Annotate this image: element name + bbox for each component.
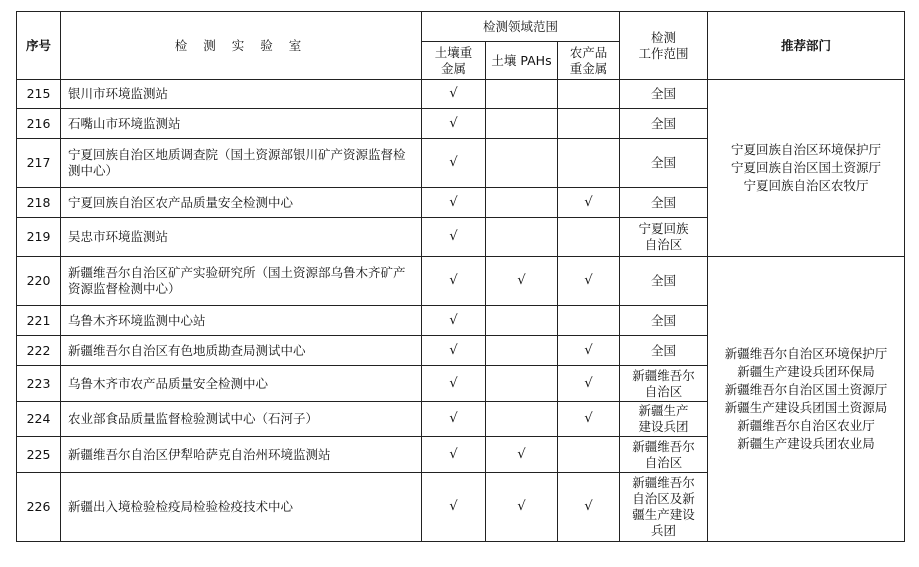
- soil-metal-check: √: [422, 336, 486, 366]
- row-number: 222: [17, 336, 61, 366]
- work-scope: 新疆维吾尔 自治区: [620, 366, 708, 402]
- work-scope: 全国: [620, 80, 708, 109]
- header-dept: 推荐部门: [708, 12, 905, 80]
- soil-metal-check: √: [422, 437, 486, 473]
- soil-metal-check: √: [422, 80, 486, 109]
- row-number: 225: [17, 437, 61, 473]
- soil-pahs-check: [486, 139, 558, 188]
- agri-metal-check: [558, 109, 620, 139]
- agri-metal-check: [558, 80, 620, 109]
- soil-metal-check: √: [422, 402, 486, 437]
- agri-metal-check: [558, 306, 620, 336]
- soil-metal-check: √: [422, 257, 486, 306]
- header-soil-metal: 土壤重 金属: [422, 42, 486, 80]
- lab-name: 石嘴山市环境监测站: [61, 109, 422, 139]
- header-lab: 检 测 实 验 室: [61, 12, 422, 80]
- row-number: 218: [17, 188, 61, 218]
- soil-metal-check: √: [422, 139, 486, 188]
- soil-pahs-check: [486, 80, 558, 109]
- soil-pahs-check: [486, 218, 558, 257]
- agri-metal-check: √: [558, 336, 620, 366]
- soil-metal-check: √: [422, 188, 486, 218]
- row-number: 216: [17, 109, 61, 139]
- work-scope: 新疆维吾尔 自治区及新 疆生产建设 兵团: [620, 473, 708, 542]
- soil-metal-check: √: [422, 473, 486, 542]
- soil-pahs-check: [486, 306, 558, 336]
- header-no: 序号: [17, 12, 61, 80]
- row-number: 221: [17, 306, 61, 336]
- row-number: 223: [17, 366, 61, 402]
- agri-metal-check: [558, 139, 620, 188]
- lab-table: [16, 11, 905, 542]
- row-number: 215: [17, 80, 61, 109]
- work-scope: 全国: [620, 257, 708, 306]
- soil-metal-check: √: [422, 306, 486, 336]
- work-scope: 新疆生产 建设兵团: [620, 402, 708, 437]
- header-work-scope: 检测 工作范围: [620, 12, 708, 80]
- work-scope: 新疆维吾尔 自治区: [620, 437, 708, 473]
- soil-pahs-check: [486, 188, 558, 218]
- agri-metal-check: √: [558, 188, 620, 218]
- lab-name: 吴忠市环境监测站: [61, 218, 422, 257]
- dept-ningxia: 宁夏回族自治区环境保护厅 宁夏回族自治区国土资源厅 宁夏回族自治区农牧厅: [708, 80, 905, 257]
- lab-name: 银川市环境监测站: [61, 80, 422, 109]
- row-number: 220: [17, 257, 61, 306]
- row-number: 217: [17, 139, 61, 188]
- agri-metal-check: √: [558, 366, 620, 402]
- agri-metal-check: √: [558, 473, 620, 542]
- dept-xinjiang: 新疆维吾尔自治区环境保护厅 新疆生产建设兵团环保局 新疆维吾尔自治区国土资源厅 新疆生产建设兵团国土资源局 新疆维吾尔自治区农业厅 新疆生产建设兵团农业局: [708, 257, 905, 542]
- soil-pahs-check: [486, 402, 558, 437]
- lab-name: 农业部食品质量监督检验测试中心（石河子）: [61, 402, 422, 437]
- work-scope: 全国: [620, 109, 708, 139]
- lab-name: 乌鲁木齐市农产品质量安全检测中心: [61, 366, 422, 402]
- lab-name: 宁夏回族自治区农产品质量安全检测中心: [61, 188, 422, 218]
- agri-metal-check: √: [558, 257, 620, 306]
- soil-pahs-check: √: [486, 473, 558, 542]
- soil-pahs-check: [486, 336, 558, 366]
- table-row: [17, 257, 905, 306]
- work-scope: 宁夏回族 自治区: [620, 218, 708, 257]
- soil-pahs-check: √: [486, 437, 558, 473]
- lab-name: 新疆维吾尔自治区矿产实验研究所（国土资源部乌鲁木齐矿产资源监督检测中心）: [61, 257, 422, 306]
- work-scope: 全国: [620, 188, 708, 218]
- work-scope: 全国: [620, 306, 708, 336]
- header-scope: 检测领域范围: [422, 12, 620, 42]
- soil-metal-check: √: [422, 366, 486, 402]
- header-soil-pahs: 土壤 PAHs: [486, 42, 558, 80]
- lab-name: 新疆维吾尔自治区伊犁哈萨克自治州环境监测站: [61, 437, 422, 473]
- work-scope: 全国: [620, 336, 708, 366]
- row-number: 224: [17, 402, 61, 437]
- lab-name: 新疆出入境检验检疫局检验检疫技术中心: [61, 473, 422, 542]
- soil-metal-check: √: [422, 218, 486, 257]
- header-agri-metal: 农产品 重金属: [558, 42, 620, 80]
- agri-metal-check: [558, 218, 620, 257]
- soil-pahs-check: [486, 366, 558, 402]
- lab-name: 宁夏回族自治区地质调查院（国土资源部银川矿产资源监督检测中心）: [61, 139, 422, 188]
- lab-name: 新疆维吾尔自治区有色地质勘查局测试中心: [61, 336, 422, 366]
- row-number: 219: [17, 218, 61, 257]
- table-row: [17, 80, 905, 109]
- soil-pahs-check: √: [486, 257, 558, 306]
- agri-metal-check: √: [558, 402, 620, 437]
- soil-pahs-check: [486, 109, 558, 139]
- soil-metal-check: √: [422, 109, 486, 139]
- agri-metal-check: [558, 437, 620, 473]
- work-scope: 全国: [620, 139, 708, 188]
- lab-name: 乌鲁木齐环境监测中心站: [61, 306, 422, 336]
- row-number: 226: [17, 473, 61, 542]
